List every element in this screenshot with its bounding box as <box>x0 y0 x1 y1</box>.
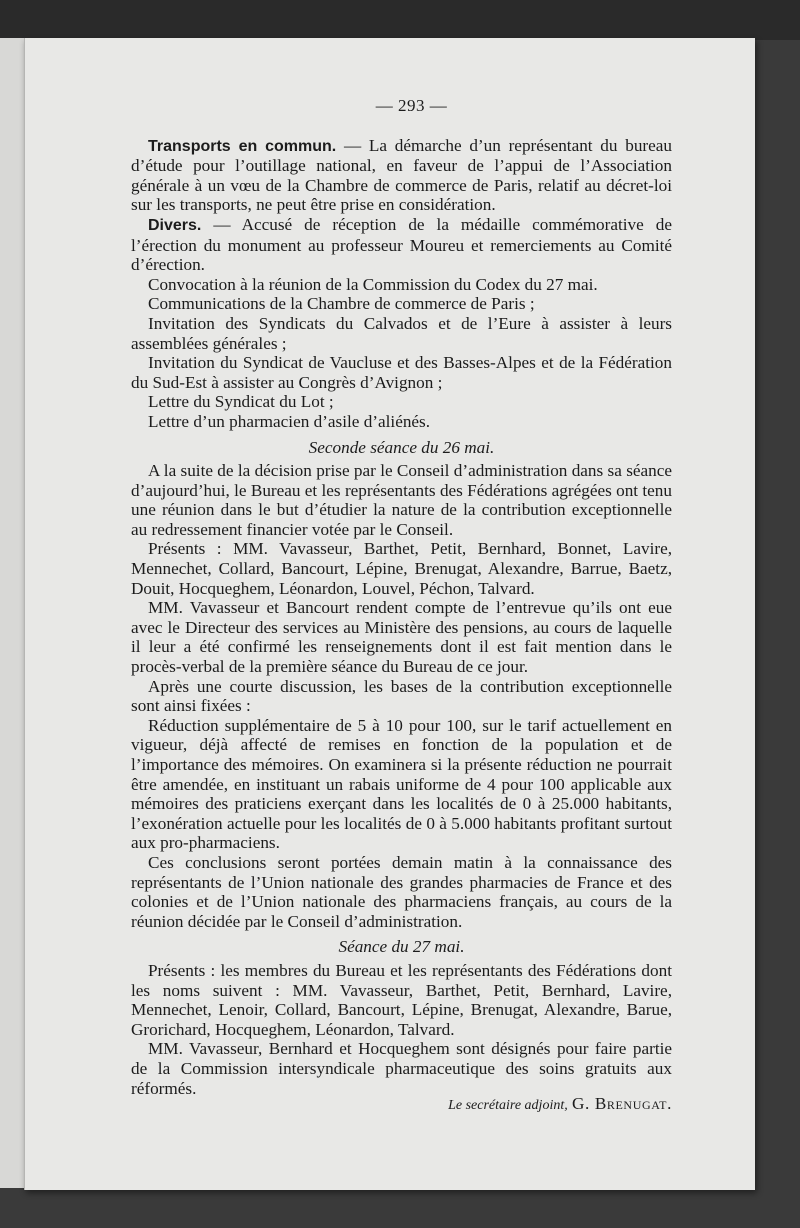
scan-background <box>0 0 800 40</box>
signature-name: G. Brenugat. <box>572 1094 672 1114</box>
divers-paragraph <box>131 215 672 275</box>
page-number: — 293 — <box>375 96 448 115</box>
previous-page-edge <box>0 38 27 1188</box>
seconde-seance-paragraph: Après une courte discussion, les bases de la contribution exceptionnelle sont ainsi fixées : <box>131 676 672 716</box>
seconde-seance-paragraph: Réduction supplémentaire de 5 à 10 pour 100, sur le tarif actuellement en vigueur, déjà affecté de remises en fonction de la population et de l’importance des mémoires. On examinera si la présente réduction ne pourrait être amendée, en instituant un rabais uniforme de 4 pour 100 applicable aux mémoires des praticiens exerçant dans les localités de 0 à 25.000 habitants, l’exonération actuelle pour les localités de 0 à 5.000 habitants profitant surtout aux pro-pharmaciens. <box>131 715 672 853</box>
seconde-seance-paragraph: MM. Vavasseur et Bancourt rendent compte de l’entrevue qu’ils ont eue avec le Directeur des services au Ministère des pensions, au cours de laquelle il leur a été confirmé les renseignements dont il est fait mention dans le procès-verbal de la première séance du Bureau de ce jour. <box>131 598 672 677</box>
divers-item: Communications de la Chambre de commerce de Paris ; <box>148 294 535 314</box>
divers-item: Invitation des Syndicats du Calvados et de l’Eure à assister à leurs assemblées générales ; <box>131 313 672 353</box>
transports-paragraph <box>131 136 672 215</box>
divers-item: Lettre d’un pharmacien d’asile d’aliénés. <box>148 411 431 431</box>
section-heading-seconde-seance: Seconde séance du 26 mai. <box>308 437 495 457</box>
signature-role: Le secrétaire adjoint, <box>448 1098 568 1114</box>
seance-27-paragraph: MM. Vavasseur, Bernhard et Hocqueghem sont désignés pour faire partie de la Commission intersyndicale pharmaceutique des soins gratuits aux réformés. <box>131 1039 672 1098</box>
divers-item: Convocation à la réunion de la Commission du Codex du 27 mai. <box>148 274 598 294</box>
signature <box>131 1094 672 1116</box>
seconde-seance-paragraph: Ces conclusions seront portées demain matin à la connaissance des représentants de l’Union nationale des grandes pharmacies de France et des colonies et de l’Union nationale des pharmaciens français, au cours de la réunion décidée par le Conseil d’administration. <box>131 852 672 931</box>
page-text <box>131 96 672 1116</box>
seconde-seance-paragraph: Présents : MM. Vavasseur, Barthet, Petit, Bernhard, Bonnet, Lavire, Mennechet, Collard, Bancourt, Lépine, Brenugat, Alexandre, Barrue, Baetz, Douit, Hocqueghem, Léonardon, Louvel, Péchon, Talvard. <box>131 539 672 598</box>
divers-item: Lettre du Syndicat du Lot ; <box>148 392 334 412</box>
seconde-seance-paragraph: A la suite de la décision prise par le Conseil d’administration dans sa séance d’aujourd’hui, le Bureau et les représentants des Fédérations agrégées ont tenu une réunion dans le but d’étudier la nature de la contribution exceptionnelle au redressement financier votée par le Conseil. <box>131 461 672 539</box>
seance-27-paragraph: Présents : les membres du Bureau et les représentants des Fédérations dont les noms suivent : MM. Vavasseur, Barthet, Petit, Bernhard, Lavire, Mennechet, Lenoir, Collard, Bancourt, Lépine, Brenugat, Alexandre, Barue, Grorichard, Hocqueghem, Léonardon, Talvard. <box>131 960 672 1039</box>
divers-text: — Accusé de réception de la médaille commémorative de l’érection du monument au professeur Moureu et remerciements au Comité d’érection. <box>131 214 672 275</box>
section-heading-seance-27: Séance du 27 mai. <box>338 937 465 957</box>
divers-item: Invitation du Syndicat de Vaucluse et des Basses-Alpes et de la Fédération du Sud-Est à assister au Congrès d’Avignon ; <box>131 353 672 392</box>
transports-heading: Transports en commun. <box>148 137 337 155</box>
divers-heading: Divers. <box>148 216 202 234</box>
transports-text: — La démarche d’un représentant du bureau d’étude pour l’outillage national, en faveur de l’appui de l’Association générale à un vœu de la Chambre de commerce de Paris, relatif au décret-loi sur les transports, ne peut être prise en considération. <box>131 135 673 215</box>
